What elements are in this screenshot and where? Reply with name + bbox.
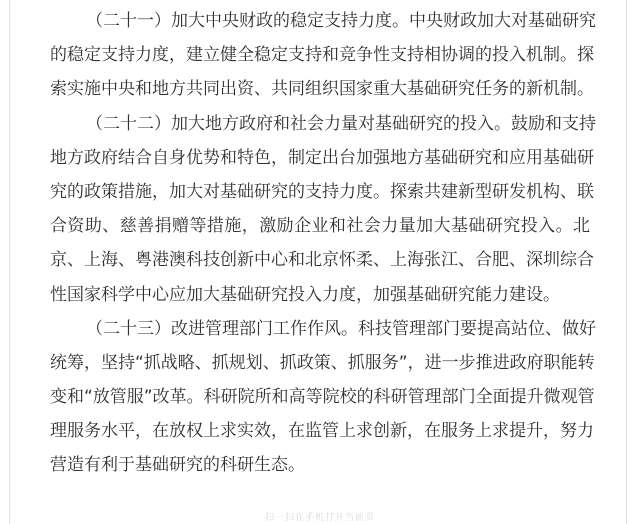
paragraph-22 [50,107,596,312]
text-line: 合资助、慈善捐赠等措施，激励企业和社会力量加大基础研究投入。北 [50,216,590,237]
text-line: 营造有利于基础研究的科研生态。 [50,455,305,476]
text-line: 索实施中央和地方共同出资、共同组织国家重大基础研究任务的新机制。 [50,79,594,100]
text-line: 地方政府结合自身优势和特色，制定出台加强地方基础研究和应用基础研 [50,147,594,168]
page-left-edge [9,0,10,524]
page-right-edge [626,0,627,524]
text-line: 统筹，坚持“抓战略、抓规划、抓政策、抓服务”，进一步推进政府职能转 [50,352,595,373]
text-line: 的稳定支持力度，建立健全稳定支持和竞争性支持相协调的投入机制。探 [50,45,594,66]
text-line: 究的政策措施，加大对基础研究的支持力度。探索共建新型研发机构、联 [50,181,594,202]
paragraph-21 [50,4,596,107]
text-line: （二十二）加大地方政府和社会力量对基础研究的投入。鼓励和支持 [86,113,596,134]
text-line: 京、上海、粤港澳科技创新中心和北京怀柔、上海张江、合肥、深圳综合 [50,250,594,271]
text-line: 变和“放管服”改革。科研院所和高等院校的科研管理部门全面提升微观管 [50,387,595,408]
text-line: （二十一）加大中央财政的稳定支持力度。中央财政加大对基础研究 [86,11,596,31]
text-line: 性国家科学中心应加大基础研究投入力度，加强基础研究能力建设。 [50,284,560,305]
document-body [50,4,596,483]
text-line: 理服务水平，在放权上求实效，在监管上求创新，在服务上求提升，努力 [50,421,594,442]
qr-scan-hint: 扫一扫在手机打开当前页 [264,513,375,523]
paragraph-23 [50,312,596,483]
text-line: （二十三）改进管理部门工作作风。科技管理部门要提高站位、做好 [86,318,596,339]
